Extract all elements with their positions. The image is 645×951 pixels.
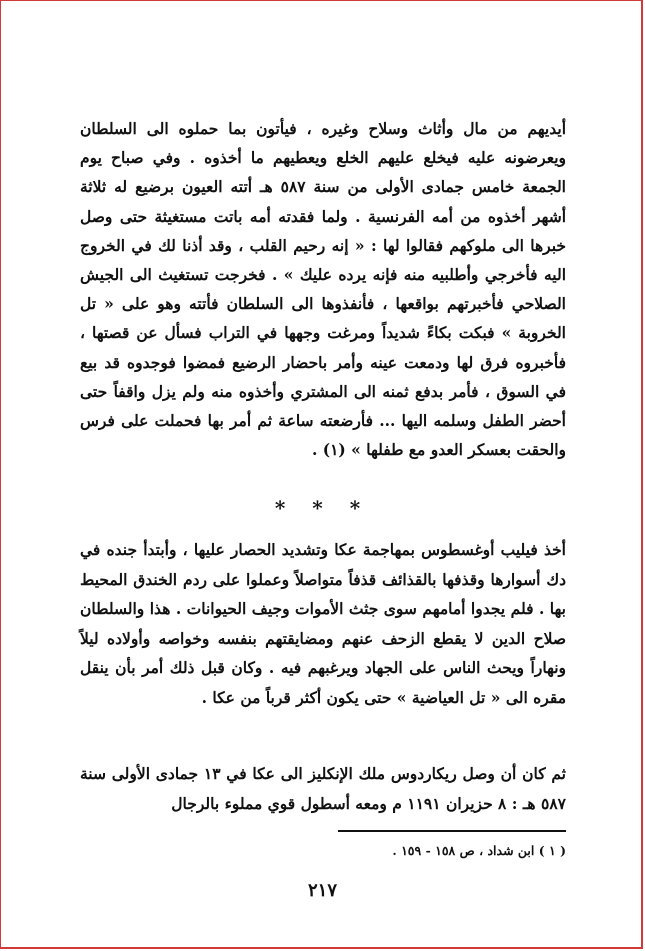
paragraph-2: أخذ فيليب أوغسطوس بمهاجمة عكا وتشديد الحصار عليها ، وأبتدأ جنده في دك أسوارها وقذفها بالقذائف قذفاً متواصلاً وعملوا على ردم الخندق المحيط بها . فلم يجدوا أمامهم سوى جثث الأموات وجيف الحيوانات . هذا والسلطان صلاح الدين لا يقطع الزحف عنهم ومضايقتهم بنفسه وخواصه وأولاده ليلاً ونهاراً ويحث الناس على الجهاد ويرغبهم فيه . وكان قبل ذلك أمر بأن ينقل مقره الى « تل العياضية » حتى يكون أكثر قرباً من عكا . [80,540,566,707]
paragraph-1: أيديهم من مال وأثاث وسلاح وغيره ، فيأتون بما حملوه الى السلطان ويعرضونه عليه فيخلع عليهم الخلع ويعطيهم ما أخذوه . وفي صباح يوم الجمعة خامس جمادى الأولى من سنة ٥٨٧ هـ أتته العيون برضيع له ثلاثة أشهر أخذوه من أمه الفرنسية . ولما فقدته أمه باتت مستغيثة حتى وصل خبرها الى ملوكهم فقالوا لها : « إنه رحيم القلب ، وقد أذنا لك في الخروج اليه فأخرجي وأطلبيه منه فإنه يرده عليك » . فخرجت تستغيث الى الجيش الصلاحي فأخبرتهم بواقعها ، فأنفذوها الى السلطان فأتته وهو على « تل الخروبة » فبكت بكاءً شديداً ومرغت وجهها في التراب فسأل عن قصتها ، فأخبروه فرق لها ودمعت عينه وأمر باحضار الرضيع فمضوا فوجدوه قد بيع في السوق ، فأمر بدفع ثمنه الى المشتري وأخذوه منه ولم يزل واقفاً حتى أحضر الطفل وسلمه اليها ... فأرضعته ساعة ثم أمر بها فحملت على فرس والحقت بعسكر العدو مع طفلها » (١) . [80,119,566,460]
paragraph-3: ثم كان أن وصل ريكاردوس ملك الإنكليز الى عكا في ١٣ جمادى الأولى سنة ٥٨٧ هـ : ٨ حزيران ١١٩١ م ومعه أسطول قوي مملوء بالرجال [80,764,566,813]
footnote: ( ١ ) ابن شداد ، ص ١٥٨ - ١٥٩ . [392,843,566,858]
section-separator: * * * [274,496,371,520]
page-number: ٢١٧ [307,880,337,901]
footnote-rule [338,830,566,832]
